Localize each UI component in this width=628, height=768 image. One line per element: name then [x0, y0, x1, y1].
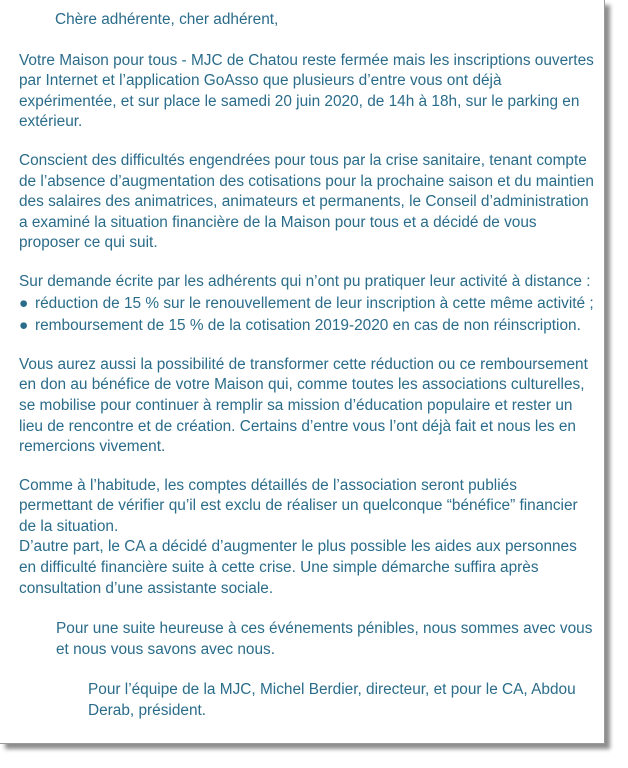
- paragraph-financial-aid: D’autre part, le CA a décidé d’augmenter le plus possible les aides aux personnes en difficulté financière suite à cette crise. Une simple démarche suffira après consultation d’une assistante sociale.: [19, 538, 577, 597]
- paragraph-remote-request: Sur demande écrite par les adhérents qui n’ont pu pratiquer leur activité à distance :: [19, 272, 591, 290]
- list-item: [19, 316, 594, 337]
- list-item-text: remboursement de 15 % de la cotisation 2019-2020 en cas de non réinscription.: [35, 317, 581, 335]
- measures-list: [19, 294, 594, 337]
- paragraph-board-decision: Conscient des difficultés engendrées pour tous par la crise sanitaire, tenant compte de l’absence d’augmentation des cotisations pour la prochaine saison et du maintien des salaires des animatrices, animateurs et permanents, le Conseil d’administration a examiné la situation financière de la Maison pour tous et a décidé de vous proposer ce qui suit.: [19, 151, 594, 252]
- letter-body: [19, 10, 594, 722]
- signature-block: Pour l’équipe de la MJC, Michel Berdier, directeur, et pour le CA, Abdou Derab, président.: [88, 681, 576, 720]
- paragraph-registration: Votre Maison pour tous - MJC de Chatou reste fermée mais les inscriptions ouvertes par Internet et l’application GoAsso que plusieurs d’entre vous ont déjà expérimentée, et sur place le samedi 20 juin 2020, de 14h à 18h, sur le parking en extérieur.: [19, 51, 594, 131]
- paragraph-donation: Vous aurez aussi la possibilité de transformer cette réduction ou ce remboursement en don au bénéfice de votre Maison qui, comme toutes les associations culturelles, se mobilise pour continuer à remplir sa mission d’éducation populaire et rester un lieu de rencontre et de création. Certains d’entre vous l’ont déjà fait et nous les en remercions vivement.: [19, 355, 588, 456]
- list-item: [19, 294, 594, 315]
- bullet-icon: ●: [19, 317, 29, 335]
- salutation: Chère adhérente, cher adhérent,: [55, 11, 279, 28]
- paragraph-accounts: Comme à l’habitude, les comptes détaillés de l’association seront publiés permettant de vérifier qu’il est exclu de réaliser un quelconque “bénéfice” financier de la situation.: [19, 476, 578, 535]
- closing-line: Pour une suite heureuse à ces événements pénibles, nous sommes avec vous et nous vous savons avec nous.: [56, 620, 593, 658]
- list-item-text: réduction de 15 % sur le renouvellement de leur inscription à cette même activité ;: [35, 294, 594, 312]
- bullet-icon: ●: [19, 294, 29, 312]
